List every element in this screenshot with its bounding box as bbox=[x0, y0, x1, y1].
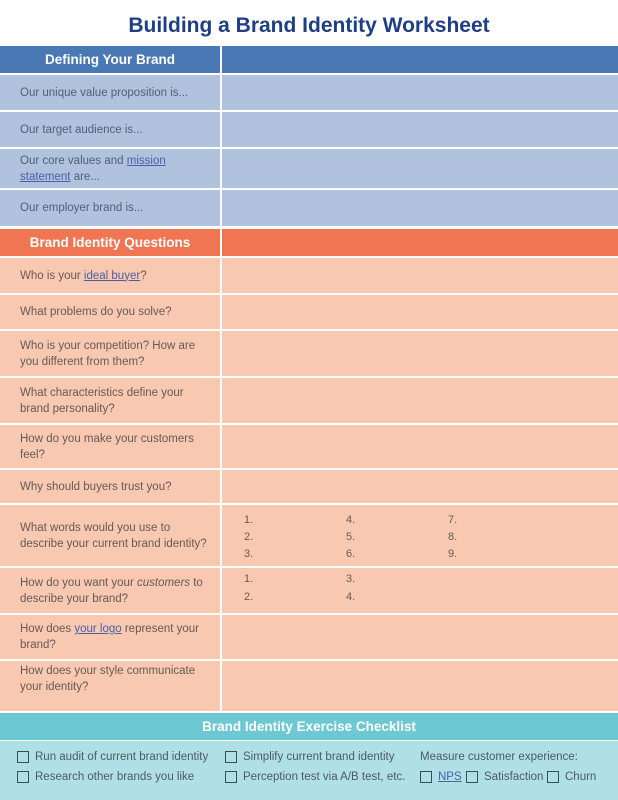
answer-field[interactable] bbox=[222, 295, 618, 329]
checkbox[interactable] bbox=[466, 771, 478, 783]
checkbox[interactable] bbox=[17, 771, 29, 783]
list-number: 4. bbox=[346, 591, 356, 603]
label-emphasis: customers bbox=[136, 576, 191, 589]
list-number: 3. bbox=[244, 548, 254, 560]
row-label: Our target audience is... bbox=[0, 112, 220, 147]
label-text: Who is your bbox=[20, 269, 84, 282]
label-text: are... bbox=[70, 170, 100, 183]
list-number: 1. bbox=[244, 573, 254, 585]
checklist-item-label: Run audit of current brand identity bbox=[35, 751, 209, 763]
table-row bbox=[0, 331, 618, 376]
checkbox[interactable] bbox=[547, 771, 559, 783]
answer-field[interactable] bbox=[222, 568, 618, 613]
answer-field[interactable] bbox=[222, 505, 618, 566]
row-label: Why should buyers trust you? bbox=[0, 470, 220, 503]
checkbox[interactable] bbox=[17, 751, 29, 763]
your-logo-link[interactable]: your logo bbox=[74, 623, 122, 635]
list-number: 3. bbox=[346, 573, 356, 585]
list-number: 6. bbox=[346, 548, 356, 560]
table-row bbox=[0, 190, 618, 226]
label-text: to describe your brand? bbox=[20, 576, 203, 605]
ideal-buyer-link[interactable]: ideal buyer bbox=[83, 269, 141, 282]
table-row bbox=[0, 258, 618, 293]
row-label: Who is your competition? How are you different from them? bbox=[0, 331, 220, 376]
answer-field[interactable] bbox=[222, 149, 618, 188]
answer-field[interactable] bbox=[222, 75, 618, 110]
checkbox[interactable] bbox=[420, 771, 432, 783]
list-number: 4. bbox=[346, 514, 356, 526]
section-header-defining bbox=[0, 46, 618, 73]
page-title: Building a Brand Identity Worksheet bbox=[128, 14, 490, 37]
table-row bbox=[0, 425, 618, 468]
row-label: Our unique value proposition is... bbox=[0, 75, 220, 110]
section-header-questions bbox=[0, 229, 618, 256]
answer-field[interactable] bbox=[222, 470, 618, 503]
checklist-item-label: Satisfaction bbox=[484, 771, 544, 783]
row-label: What characteristics define your brand personality? bbox=[0, 378, 220, 423]
label-text: represent your brand? bbox=[20, 623, 200, 651]
checklist-item-label: Research other brands you like bbox=[35, 771, 195, 783]
mission-statement-link[interactable]: mission statement bbox=[20, 154, 166, 183]
answer-field[interactable] bbox=[222, 331, 618, 376]
row-label: What words would you use to describe your current brand identity? bbox=[0, 505, 220, 566]
checklist-item-label: Perception test via A/B test, etc. bbox=[243, 771, 406, 783]
label-text: ? bbox=[140, 269, 147, 282]
answer-field[interactable] bbox=[222, 190, 618, 226]
answer-field[interactable] bbox=[222, 615, 618, 659]
header-blank-cell bbox=[222, 46, 618, 73]
measure-label: Measure customer experience: bbox=[420, 751, 578, 763]
table-row bbox=[0, 295, 618, 329]
list-number: 8. bbox=[448, 531, 458, 543]
checklist-body bbox=[0, 741, 618, 800]
row-label bbox=[0, 568, 220, 613]
table-row bbox=[0, 470, 618, 503]
checklist-item-perception[interactable] bbox=[225, 771, 405, 783]
section-title: Defining Your Brand bbox=[0, 46, 220, 73]
list-number: 1. bbox=[244, 514, 254, 526]
row-label bbox=[0, 258, 220, 293]
label-text: Our core values and bbox=[20, 154, 127, 167]
checkbox[interactable] bbox=[225, 771, 237, 783]
checklist-item-churn[interactable] bbox=[547, 771, 596, 783]
checklist-item-label: Churn bbox=[565, 771, 597, 783]
checklist-header: Brand Identity Exercise Checklist bbox=[0, 713, 618, 740]
nps-link[interactable]: NPS bbox=[438, 771, 462, 783]
checklist-item-simplify[interactable] bbox=[225, 751, 394, 763]
table-row bbox=[0, 568, 618, 613]
table-row bbox=[0, 615, 618, 659]
table-row bbox=[0, 149, 618, 188]
checklist-item-research[interactable] bbox=[17, 771, 194, 783]
label-text: How does bbox=[20, 623, 75, 635]
row-label: Our employer brand is... bbox=[0, 190, 220, 226]
checklist-item-label: Simplify current brand identity bbox=[243, 751, 395, 763]
header-blank-cell bbox=[222, 229, 618, 256]
list-number: 7. bbox=[448, 514, 458, 526]
table-row bbox=[0, 378, 618, 423]
answer-field[interactable] bbox=[222, 425, 618, 468]
list-number: 9. bbox=[448, 548, 458, 560]
list-number: 2. bbox=[244, 531, 254, 543]
checklist-item-audit[interactable] bbox=[17, 751, 208, 763]
checklist-item-nps[interactable] bbox=[420, 771, 462, 783]
row-label bbox=[0, 615, 220, 659]
row-label: How does your style communicate your identity? bbox=[0, 661, 220, 711]
row-label bbox=[0, 149, 220, 188]
label-text: How do you want your bbox=[20, 576, 137, 589]
answer-field[interactable] bbox=[222, 661, 618, 711]
table-row bbox=[0, 661, 618, 711]
row-label: How do you make your customers feel? bbox=[0, 425, 220, 468]
list-number: 2. bbox=[244, 591, 254, 603]
table-row bbox=[0, 505, 618, 566]
table-row bbox=[0, 75, 618, 110]
checklist-item-satisfaction[interactable] bbox=[466, 771, 543, 783]
table-row bbox=[0, 112, 618, 147]
answer-field[interactable] bbox=[222, 258, 618, 293]
list-number: 5. bbox=[346, 531, 356, 543]
section-title: Brand Identity Questions bbox=[0, 229, 220, 256]
answer-field[interactable] bbox=[222, 378, 618, 423]
row-label: What problems do you solve? bbox=[0, 295, 220, 329]
answer-field[interactable] bbox=[222, 112, 618, 147]
checkbox[interactable] bbox=[225, 751, 237, 763]
